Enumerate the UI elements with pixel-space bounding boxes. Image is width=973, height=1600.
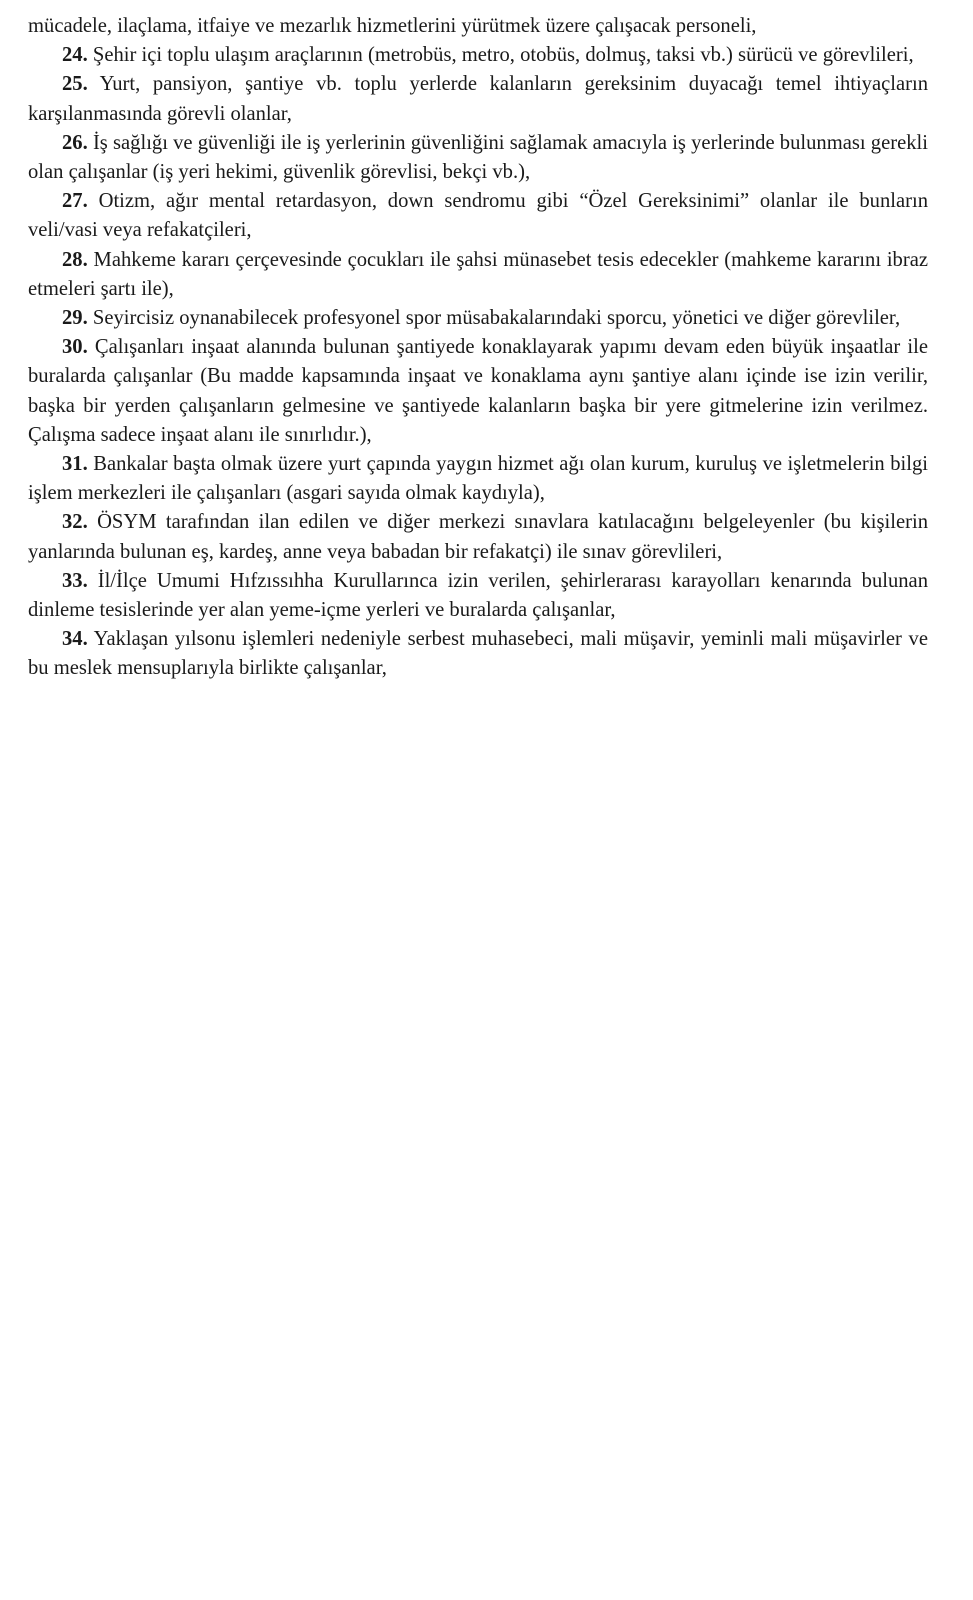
list-item-33 bbox=[28, 567, 928, 625]
item-number: 24. bbox=[62, 44, 88, 67]
item-number: 28. bbox=[62, 248, 88, 271]
item-text: Yurt, pansiyon, şantiye vb. toplu yerlerde kalanların gereksinim duyacağı temel ihtiyaçların karşılanmasında görevli olanlar, bbox=[28, 73, 928, 125]
list-item-28 bbox=[28, 246, 928, 304]
list-item-29 bbox=[28, 304, 928, 333]
list-item-26 bbox=[28, 129, 928, 187]
item-number: 27. bbox=[62, 190, 88, 213]
item-text: Yaklaşan yılsonu işlemleri nedeniyle serbest muhasebeci, mali müşavir, yeminli mali müşavirler ve bu meslek mensuplarıyla birlikte çalışanlar, bbox=[28, 628, 928, 680]
document-page bbox=[28, 12, 928, 684]
item-text: ÖSYM tarafından ilan edilen ve diğer merkezi sınavlara katılacağını belgeleyenler (bu kişilerin yanlarında bulunan eş, kardeş, anne veya babadan bir refakatçi) ile sınav görevlileri, bbox=[28, 511, 928, 563]
item-number: 33. bbox=[62, 569, 88, 592]
list-item-27 bbox=[28, 187, 928, 245]
list-item-25 bbox=[28, 70, 928, 128]
item-text: Çalışanları inşaat alanında bulunan şantiyede konaklayarak yapımı devam eden büyük inşaatlar ile buralarda çalışanlar (Bu madde kapsamında inşaat ve konaklama aynı şantiye alanı içinde ise izin verilir, başka bir yerden çalışanların gelmesine ve şantiyede kalanların başka bir yere gitmelerine izin verilmez. Çalışma sadece inşaat alanı ile sınırlıdır.), bbox=[28, 336, 928, 446]
item-number: 34. bbox=[62, 628, 88, 651]
item-text: Seyircisiz oynanabilecek profesyonel spor müsabakalarındaki sporcu, yönetici ve diğer görevliler, bbox=[87, 307, 901, 330]
item-number: 30. bbox=[62, 336, 88, 359]
item-text: İş sağlığı ve güvenliği ile iş yerlerinin güvenliğini sağlamak amacıyla iş yerlerinde bulunması gerekli olan çalışanlar (iş yeri hekimi, güvenlik görevlisi, bekçi vb.), bbox=[28, 131, 928, 184]
item-number: 32. bbox=[62, 511, 88, 534]
item-text: Şehir içi toplu ulaşım araçlarının (metrobüs, metro, otobüs, dolmuş, taksi vb.) sürücü ve görevlileri, bbox=[87, 44, 914, 67]
list-item-24 bbox=[28, 41, 928, 70]
list-item-30 bbox=[28, 333, 928, 450]
item-text: İl/İlçe Umumi Hıfzıssıhha Kurullarınca izin verilen, şehirlerarası karayolları kenarında bulunan dinleme tesislerinde yer alan yeme-içme yerleri ve buralarda çalışanlar, bbox=[28, 569, 928, 622]
item-text: Mahkeme kararı çerçevesinde çocukları ile şahsi münasebet tesis edecekler (mahkeme kararını ibraz etmeleri şartı ile), bbox=[28, 248, 928, 300]
item-number: 26. bbox=[62, 131, 88, 154]
paragraph-text: mücadele, ilaçlama, itfaiye ve mezarlık hizmetlerini yürütmek üzere çalışacak personeli, bbox=[28, 15, 757, 37]
item-text: Bankalar başta olmak üzere yurt çapında yaygın hizmet ağı olan kurum, kuruluş ve işletmelerin bilgi işlem merkezleri ile çalışanları (asgari sayıda olmak kaydıyla), bbox=[28, 453, 928, 505]
list-item-31 bbox=[28, 450, 928, 508]
list-item-32 bbox=[28, 508, 928, 566]
list-item-34 bbox=[28, 625, 928, 683]
continuation-paragraph bbox=[28, 12, 928, 41]
item-number: 25. bbox=[62, 73, 88, 96]
item-number: 31. bbox=[62, 453, 88, 476]
item-text: Otizm, ağır mental retardasyon, down sendromu gibi “Özel Gereksinimi” olanlar ile bunların veli/vasi veya refakatçileri, bbox=[28, 190, 928, 242]
item-number: 29. bbox=[62, 307, 88, 330]
